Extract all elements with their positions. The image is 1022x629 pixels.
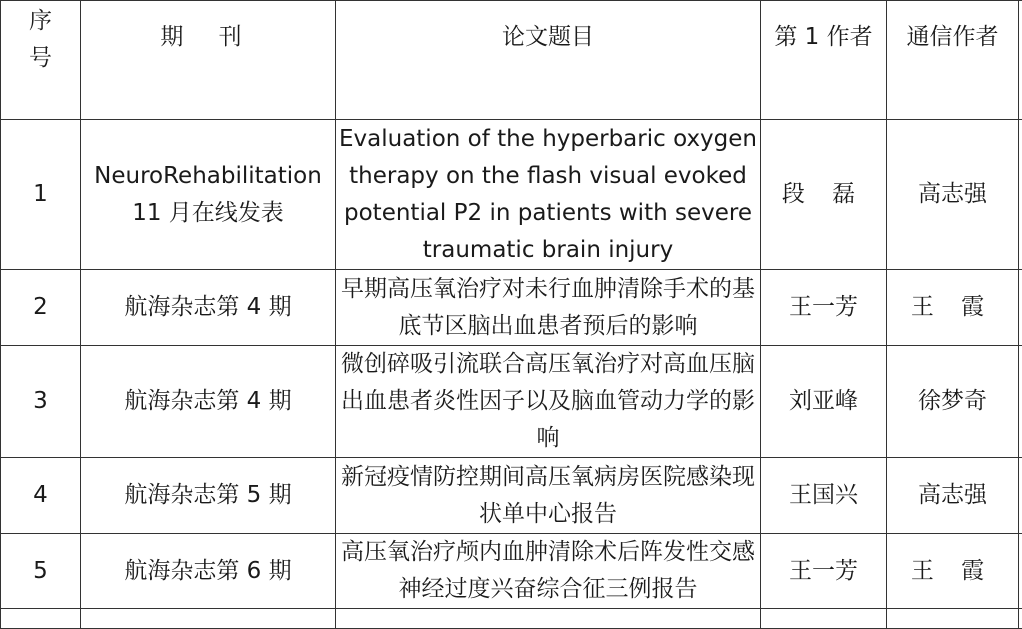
- header-title: 论文题目: [336, 1, 761, 120]
- row-spare-cell: [1019, 270, 1022, 346]
- row-no: 4: [1, 458, 81, 534]
- header-row: [1, 1, 1022, 120]
- row-corresponding-author-name: 王 霞: [911, 294, 994, 320]
- row-first-author: 王一芳: [761, 534, 887, 609]
- header-journal: [81, 1, 336, 120]
- row-first-author: 刘亚峰: [761, 346, 887, 458]
- row-corresponding-author: [887, 270, 1019, 346]
- row-corresponding-author: 高志强: [887, 458, 1019, 534]
- header-spare-cell: [1019, 1, 1022, 120]
- row-no: 2: [1, 270, 81, 346]
- row-title: 新冠疫情防控期间高压氧病房医院感染现状单中心报告: [336, 458, 761, 534]
- row-journal: 航海杂志第 4 期: [81, 270, 336, 346]
- row-no: 5: [1, 534, 81, 609]
- row-spare-cell: [1019, 534, 1022, 609]
- table-row: [1, 458, 1022, 534]
- row-first-author: 王一芳: [761, 270, 887, 346]
- row-journal: 航海杂志第 4 期: [81, 346, 336, 458]
- row-no: 1: [1, 120, 81, 270]
- row-spare-cell: [1019, 120, 1022, 270]
- row-title: 微创碎吸引流联合高压氧治疗对高血压脑出血患者炎性因子以及脑血管动力学的影响: [336, 346, 761, 458]
- header-no-line2: 号: [1, 40, 80, 77]
- row-title: Evaluation of the hyperbaric oxygen therapy on the flash visual evoked potential P2 in patients with severe traumatic brain injury: [336, 120, 761, 270]
- row-first-author-name: 段 磊: [782, 181, 865, 207]
- row-corresponding-author: [887, 534, 1019, 609]
- row-spare-cell: [1019, 458, 1022, 534]
- row-corresponding-author-name: 王 霞: [911, 558, 994, 584]
- row-spare-cell: [1019, 346, 1022, 458]
- table-row: [1, 534, 1022, 609]
- header-first-author: 第 1 作者: [761, 1, 887, 120]
- row-journal: 航海杂志第 5 期: [81, 458, 336, 534]
- table-row: [1, 346, 1022, 458]
- row-title: 高压氧治疗颅内血肿清除术后阵发性交感神经过度兴奋综合征三例报告: [336, 534, 761, 609]
- table-row: [1, 120, 1022, 270]
- row-journal: 航海杂志第 6 期: [81, 534, 336, 609]
- row-journal-line2: 11 月在线发表: [81, 195, 335, 232]
- row-no: 3: [1, 346, 81, 458]
- row-title: 早期高压氧治疗对未行血肿清除手术的基底节区脑出血患者预后的影响: [336, 270, 761, 346]
- row-corresponding-author: 徐梦奇: [887, 346, 1019, 458]
- row-first-author: [761, 120, 887, 270]
- header-no: [1, 1, 81, 120]
- header-no-line1: 序: [1, 3, 80, 40]
- header-journal-label: 期 刊: [160, 24, 255, 50]
- header-corresponding-author: 通信作者: [887, 1, 1019, 120]
- row-journal-line1: NeuroRehabilitation: [81, 158, 335, 195]
- table-row: [1, 270, 1022, 346]
- row-corresponding-author: 高志强: [887, 120, 1019, 270]
- row-journal: [81, 120, 336, 270]
- row-first-author: 王国兴: [761, 458, 887, 534]
